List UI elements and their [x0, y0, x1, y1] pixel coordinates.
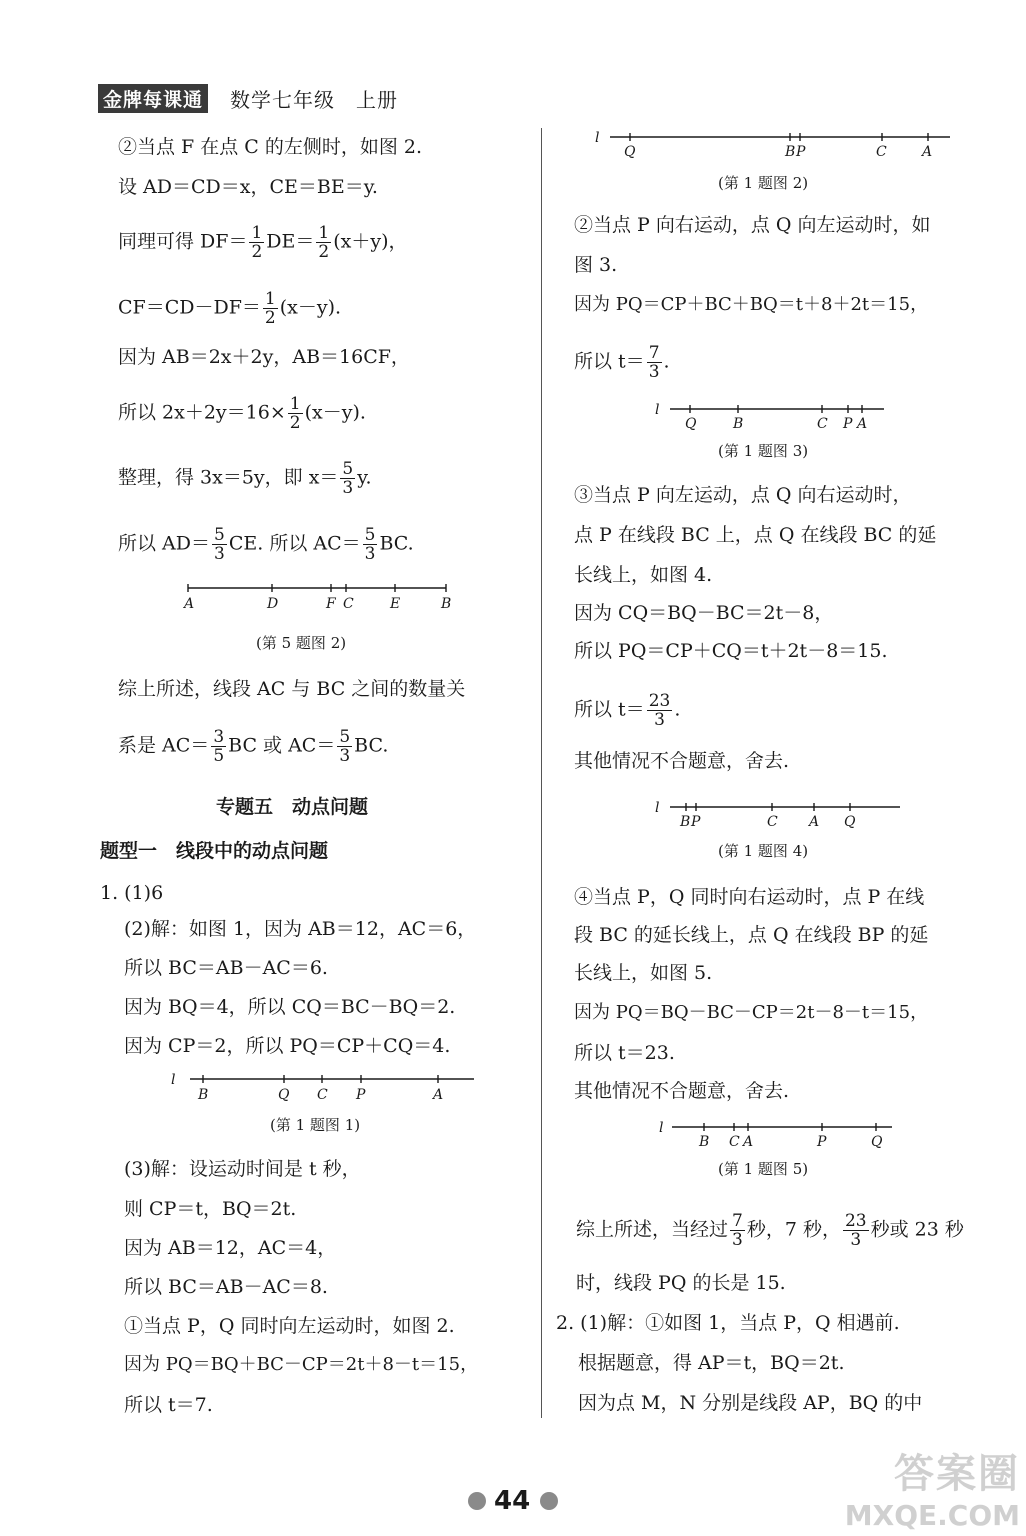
segment-figure-1-5: [656, 1118, 896, 1150]
text-line: 所以 BC＝AB－AC＝6.: [124, 957, 328, 979]
text-line: 时，线段 PQ 的长是 15.: [576, 1272, 786, 1294]
numerator: 1: [318, 223, 330, 243]
fraction: [249, 224, 264, 261]
numerator: 1: [251, 223, 263, 243]
fraction: [337, 728, 352, 765]
leaf-icon: [468, 1492, 486, 1510]
point-label: B: [733, 416, 744, 432]
text: CE. 所以 AC＝: [228, 532, 361, 555]
numerator: 3: [213, 727, 225, 747]
text-line: 2. (1)解：①如图 1，当点 P，Q 相遇前.: [556, 1312, 900, 1334]
text-line: ②当点 F 在点 C 的左侧时，如图 2.: [118, 136, 423, 158]
text-line: 所以 t＝23.: [574, 1042, 675, 1064]
point-label: A: [743, 1134, 754, 1150]
equation-line: [576, 1212, 964, 1249]
point-label: Q: [278, 1087, 290, 1103]
denominator: 3: [339, 746, 351, 766]
point-label: C: [729, 1134, 740, 1150]
text-line: ②当点 P 向右运动，点 Q 向左运动时，如: [574, 214, 931, 236]
watermark-text: 答案圈: [894, 1451, 1020, 1497]
text: CF＝CD－DF＝: [118, 296, 261, 319]
text: BC.: [379, 532, 414, 555]
line-label: l: [655, 800, 660, 816]
text-line: 综上所述，线段 AC 与 BC 之间的数量关: [118, 678, 466, 700]
figure-caption: (第 1 题图 2): [718, 174, 809, 192]
text: 所以 t＝: [574, 698, 645, 721]
figure-caption: (第 1 题图 3): [718, 442, 809, 460]
equation-line: [118, 526, 414, 563]
text: y.: [357, 466, 372, 489]
text-line: 段 BC 的延长线上，点 Q 在线段 BP 的延: [574, 924, 929, 946]
point-label: B: [785, 144, 796, 160]
segment-figure-1-1: [168, 1070, 480, 1104]
point-label: Q: [871, 1134, 883, 1150]
text: (x－y).: [304, 401, 366, 424]
fraction: [211, 728, 226, 765]
text-line: 则 CP＝t，BQ＝2t.: [124, 1198, 297, 1220]
numerator: 1: [264, 289, 276, 309]
text: 所以 t＝: [574, 350, 645, 373]
leaf-icon: [540, 1492, 558, 1510]
fraction: [340, 460, 355, 497]
text-line: 因为 CP＝2，所以 PQ＝CP＋CQ＝4.: [124, 1035, 451, 1057]
point-label: C: [343, 596, 354, 612]
denominator: 5: [213, 746, 225, 766]
denominator: 2: [264, 308, 276, 328]
text-line: 图 3.: [574, 254, 618, 276]
text: 整理，得 3x＝5y，即 x＝: [118, 466, 339, 489]
text-line: 长线上，如图 4.: [574, 564, 713, 586]
denominator: 3: [732, 1230, 743, 1250]
text: .: [674, 698, 681, 721]
segment-figure-1-4: [652, 798, 904, 830]
text-line: 因为 PQ＝BQ＋BC－CP＝2t＋8－t＝15，: [124, 1354, 479, 1375]
text-line: 因为 PQ＝CP＋BC＋BQ＝t＋8＋2t＝15，: [574, 294, 929, 315]
text-line: ①当点 P，Q 同时向左运动时，如图 2.: [124, 1315, 455, 1337]
point-label: C: [817, 416, 828, 432]
point-label: C: [767, 814, 778, 830]
fraction: [316, 224, 331, 261]
point-label: P: [691, 814, 701, 830]
denominator: 2: [289, 413, 301, 433]
line-label: l: [655, 402, 660, 418]
point-label: F: [326, 596, 336, 612]
point-label: A: [433, 1087, 444, 1103]
point-label: Q: [685, 416, 697, 432]
watermark: [845, 1442, 1020, 1532]
page-number: 44: [494, 1486, 531, 1516]
text-line: 点 P 在线段 BC 上，点 Q 在线段 BC 的延: [574, 524, 937, 546]
equation-line: [574, 344, 670, 381]
denominator: 3: [648, 362, 660, 382]
numerator: 5: [339, 727, 351, 747]
text: 综上所述，当经过: [576, 1218, 729, 1241]
book-title: 数学七年级 上册: [230, 87, 399, 112]
figure-caption: (第 1 题图 1): [270, 1116, 361, 1134]
text-line: 长线上，如图 5.: [574, 962, 713, 984]
fraction: [647, 692, 673, 729]
text-line: (2)解：如图 1，因为 AB＝12，AC＝6，: [124, 918, 477, 940]
watermark-url: MXQE.COM: [844, 1499, 1020, 1532]
equation-line: [118, 224, 408, 261]
column-divider: [541, 128, 542, 1418]
point-label: A: [857, 416, 868, 432]
text-line: 设 AD＝CD＝x，CE＝BE＝y.: [118, 176, 378, 198]
figure-caption: (第 1 题图 4): [718, 842, 809, 860]
equation-line: [118, 290, 341, 327]
figure-caption: (第 1 题图 5): [718, 1160, 809, 1178]
text-line: 因为 AB＝12，AC＝4，: [124, 1237, 337, 1259]
point-label: E: [390, 596, 401, 612]
point-label: P: [356, 1087, 366, 1103]
segment-figure-5-2: [180, 580, 460, 616]
point-label: A: [809, 814, 820, 830]
point-label: P: [843, 416, 853, 432]
section-title: 专题五 动点问题: [216, 796, 369, 818]
denominator: 2: [251, 242, 263, 262]
numerator: 5: [214, 525, 225, 545]
fraction: [730, 1212, 745, 1249]
numerator: 7: [648, 343, 660, 363]
equation-line: [574, 692, 680, 729]
text-line: 因为 PQ＝BQ－BC－CP＝2t－8－t＝15，: [574, 1002, 929, 1023]
point-label: D: [267, 596, 279, 612]
text: 所以 AD＝: [118, 532, 210, 555]
text: 秒或 23 秒: [870, 1218, 964, 1241]
fraction: [647, 344, 662, 381]
text-line: 所以 t＝7.: [124, 1394, 213, 1416]
point-label: Q: [624, 144, 636, 160]
fraction: [212, 526, 227, 563]
denominator: 3: [364, 544, 376, 564]
equation-line: [118, 728, 388, 765]
fraction: [263, 290, 278, 327]
line-label: l: [659, 1120, 664, 1136]
segment-figure-1-3: [652, 400, 894, 432]
point-label: B: [198, 1087, 209, 1103]
point-label: C: [317, 1087, 328, 1103]
text-line: 因为点 M，N 分别是线段 AP，BQ 的中: [578, 1392, 923, 1414]
denominator: 3: [654, 710, 665, 730]
text: 所以 2x＋2y＝16×: [118, 401, 286, 424]
line-label: l: [595, 130, 600, 146]
text-line: (3)解：设运动时间是 t 秒，: [124, 1158, 361, 1180]
numerator: 1: [289, 394, 301, 414]
text: .: [663, 350, 670, 373]
text-line: 其他情况不合题意，舍去.: [574, 750, 790, 772]
numerator: 5: [364, 525, 376, 545]
text-line: 1. (1)6: [100, 882, 164, 904]
figure-caption: (第 5 题图 2): [256, 634, 347, 652]
point-label: C: [876, 144, 887, 160]
equation-line: [118, 395, 366, 432]
segment-figure-1-2: [592, 128, 954, 162]
type-title: 题型一 线段中的动点问题: [100, 840, 329, 862]
point-label: P: [817, 1134, 827, 1150]
fraction: [363, 526, 378, 563]
point-label: A: [922, 144, 933, 160]
denominator: 3: [850, 1230, 862, 1250]
text-line: 因为 CQ＝BQ－BC＝2t－8，: [574, 602, 834, 624]
text: BC.: [354, 734, 389, 757]
text-line: 因为 AB＝2x＋2y，AB＝16CF，: [118, 346, 410, 368]
numerator: 23: [844, 1211, 867, 1231]
page-header: [98, 84, 398, 112]
point-label: B: [441, 596, 452, 612]
equation-line: [118, 460, 372, 497]
numerator: 5: [342, 459, 354, 479]
denominator: 3: [342, 478, 354, 498]
text: BC 或 AC＝: [228, 734, 336, 757]
text-line: 因为 BQ＝4，所以 CQ＝BC－BQ＝2.: [124, 996, 456, 1018]
text: (x＋y)，: [333, 230, 408, 253]
text: 秒，7 秒，: [746, 1218, 841, 1241]
point-label: B: [699, 1134, 710, 1150]
fraction: [288, 395, 303, 432]
text-line: ④当点 P，Q 同时向右运动时，点 P 在线: [574, 886, 925, 908]
point-label: A: [184, 596, 195, 612]
point-label: Q: [844, 814, 856, 830]
denominator: 2: [318, 242, 330, 262]
brand-label: 金牌每课通: [98, 84, 208, 113]
point-label: P: [796, 144, 806, 160]
numerator: 7: [732, 1211, 743, 1231]
text-line: 根据题意，得 AP＝t，BQ＝2t.: [578, 1352, 845, 1374]
fraction: [843, 1212, 869, 1249]
numerator: 23: [648, 691, 671, 711]
text-line: 所以 BC＝AB－AC＝8.: [124, 1276, 328, 1298]
text: DE＝: [266, 230, 315, 253]
text-line: 其他情况不合题意，舍去.: [574, 1080, 790, 1102]
text: 系是 AC＝: [118, 734, 210, 757]
text-line: ③当点 P 向左运动，点 Q 向右运动时，: [574, 484, 912, 506]
line-label: l: [171, 1072, 176, 1088]
text: (x－y).: [279, 296, 342, 319]
text-line: 所以 PQ＝CP＋CQ＝t＋2t－8＝15.: [574, 640, 888, 662]
denominator: 3: [214, 544, 225, 564]
point-label: B: [680, 814, 691, 830]
text: 同理可得 DF＝: [118, 230, 248, 253]
